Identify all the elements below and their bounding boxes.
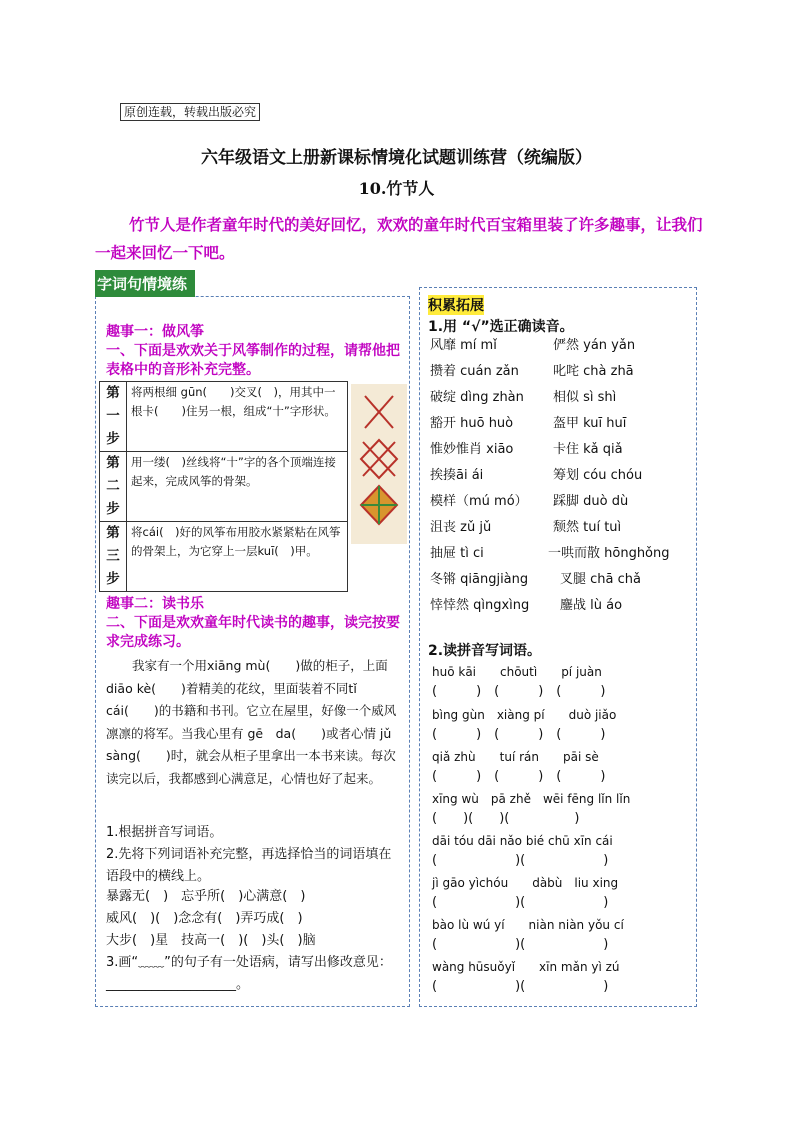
word-pair: 攒着 cuán zǎn: [430, 364, 519, 379]
table-row: [100, 522, 348, 592]
pinyin-row: huō kāi chōutì pí juàn: [432, 665, 602, 679]
word-pair: 模样（mú mó）: [430, 494, 528, 509]
word-pair: 相似 sì shì: [553, 390, 617, 405]
step-label: 第二步: [100, 452, 127, 522]
answer-row: ( ) ( ) ( ): [432, 769, 606, 784]
word-pair: 俨然 yán yǎn: [553, 338, 636, 353]
right-q2: 2.读拼音写词语。: [428, 643, 542, 659]
reading-paragraph: 我家有一个用xiāng mù( )做的柜子，上面diāo kè( )着精美的花纹，里面装着不同tǐ cái( )的书籍和书刊。它立在屋里，好像一个威风凛凛的将军。当我心里有 gē da( )或者心情 jǔ sàng( )时，就会从柜子里拿出一本书来读。每次读完以后，我都感到心满意足，心情也好了起来。: [106, 658, 397, 786]
word-pair: 冬锵 qiāngjiàng: [430, 572, 529, 587]
kite-illustration: [351, 384, 407, 544]
word-pair: 盔甲 kuī huī: [553, 416, 627, 431]
word-pair: 破绽 dìng zhàn: [430, 390, 524, 405]
heading-reading: 趣事二：读书乐: [106, 596, 204, 612]
q2-1: 1.根据拼音写词语。: [106, 825, 223, 840]
word-pair: 鏖战 lù áo: [560, 598, 623, 613]
answer-row: ( )( ): [432, 853, 609, 868]
word-pair: 卡住 kǎ qiǎ: [553, 442, 623, 457]
question-one: 一、下面是欢欢关于风筝制作的过程，请帮他把表格中的音形补充完整。: [106, 343, 400, 378]
word-pair: 抽屉 tì ci: [430, 546, 484, 561]
table-row: [100, 452, 348, 522]
pinyin-row: wàng hūsuǒyǐ xīn mǎn yì zú: [432, 960, 620, 974]
word-pair: 叉腿 chā chǎ: [560, 572, 641, 587]
step-label: 第一步: [100, 382, 127, 452]
table-row: [100, 382, 348, 452]
answer-row: ( )( ): [432, 979, 609, 994]
word-pair: 叱咤 chà zhā: [553, 364, 634, 379]
pinyin-row: bìng gùn xiàng pí duò jiǎo: [432, 708, 617, 722]
steps-table: [99, 381, 348, 592]
heading-extension: 积累拓展: [428, 295, 484, 315]
q2-3: 3.画“﹏﹏”的句子有一处语病，请写出修改意见：____________________。: [106, 955, 392, 992]
answer-row: ( ) ( ) ( ): [432, 684, 606, 699]
copyright-stamp: 原创连载，转载出版必究: [120, 103, 260, 121]
heading-kite: 趣事一：做风筝: [106, 324, 204, 340]
word-pair: 踩脚 duò dù: [553, 494, 629, 509]
step-label: 第三步: [100, 522, 127, 592]
step-text: 将cái( )好的风筝布用胶水紧紧粘在风筝的骨架上，为它穿上一层kuī( )甲。: [127, 522, 348, 592]
word-pair: 豁开 huō huò: [430, 416, 514, 431]
pinyin-row: jì gāo yìchóu dàbù liu xing: [432, 876, 619, 890]
answer-row: ( )( )( ): [432, 811, 580, 826]
q2-2: 2.先将下列词语补充完整，再选择恰当的词语填在语段中的横线上。: [106, 847, 392, 884]
section-banner: 字词句情境练: [95, 270, 195, 297]
pinyin-row: bào lù wú yí niàn niàn yǒu cí: [432, 918, 624, 932]
pinyin-row: xīng wù pā zhě wēi fēng lǐn lǐn: [432, 792, 631, 806]
right-q1: 1.用 “√”选正确读音。: [428, 319, 574, 335]
idiom-row: 威风( )( )念念有( )弄巧成( ): [106, 911, 303, 926]
page-title: 六年级语文上册新课标情境化试题训练营（统编版）: [201, 148, 592, 168]
word-pair: 惟妙惟肖 xiāo: [430, 442, 514, 457]
intro-paragraph: 竹节人是作者童年时代的美好回忆，欢欢的童年时代百宝箱里装了许多趣事，让我们一起来回忆一下吧。: [95, 216, 703, 262]
pinyin-row: qiǎ zhù tuí rán pāi sè: [432, 750, 599, 764]
word-pair: 挨揍āi ái: [430, 468, 484, 483]
lesson-title: 10.竹节人: [358, 179, 435, 198]
question-two: 二、下面是欢欢童年时代读书的趣事，读完按要求完成练习。: [106, 615, 400, 650]
step-text: 将两根细 gūn( )交叉( )，用其中一根卡( )住另一根，组成“十”字形状。: [127, 382, 348, 452]
answer-row: ( ) ( ) ( ): [432, 727, 606, 742]
idiom-row: 大步( )星 技高一( )( )头( )脑: [106, 933, 316, 948]
word-pair: 筹划 cóu chóu: [553, 468, 643, 483]
word-pair: 悻悻然 qìngxìng: [430, 598, 530, 613]
answer-row: ( )( ): [432, 937, 609, 952]
pinyin-row: dāi tóu dāi nǎo bié chū xīn cái: [432, 834, 613, 848]
word-pair: 沮丧 zǔ jǔ: [430, 520, 492, 535]
word-pair: 风靡 mí mǐ: [430, 338, 497, 353]
answer-row: ( )( ): [432, 895, 609, 910]
word-pair: 一哄而散 hōnghǒng: [548, 546, 670, 561]
word-pair: 颓然 tuí tuì: [553, 520, 622, 535]
idiom-row: 暴露无( ) 忘乎所( )心满意( ): [106, 889, 306, 904]
step-text: 用一缕( )丝线将“十”字的各个顶端连接起来，完成风筝的骨架。: [127, 452, 348, 522]
